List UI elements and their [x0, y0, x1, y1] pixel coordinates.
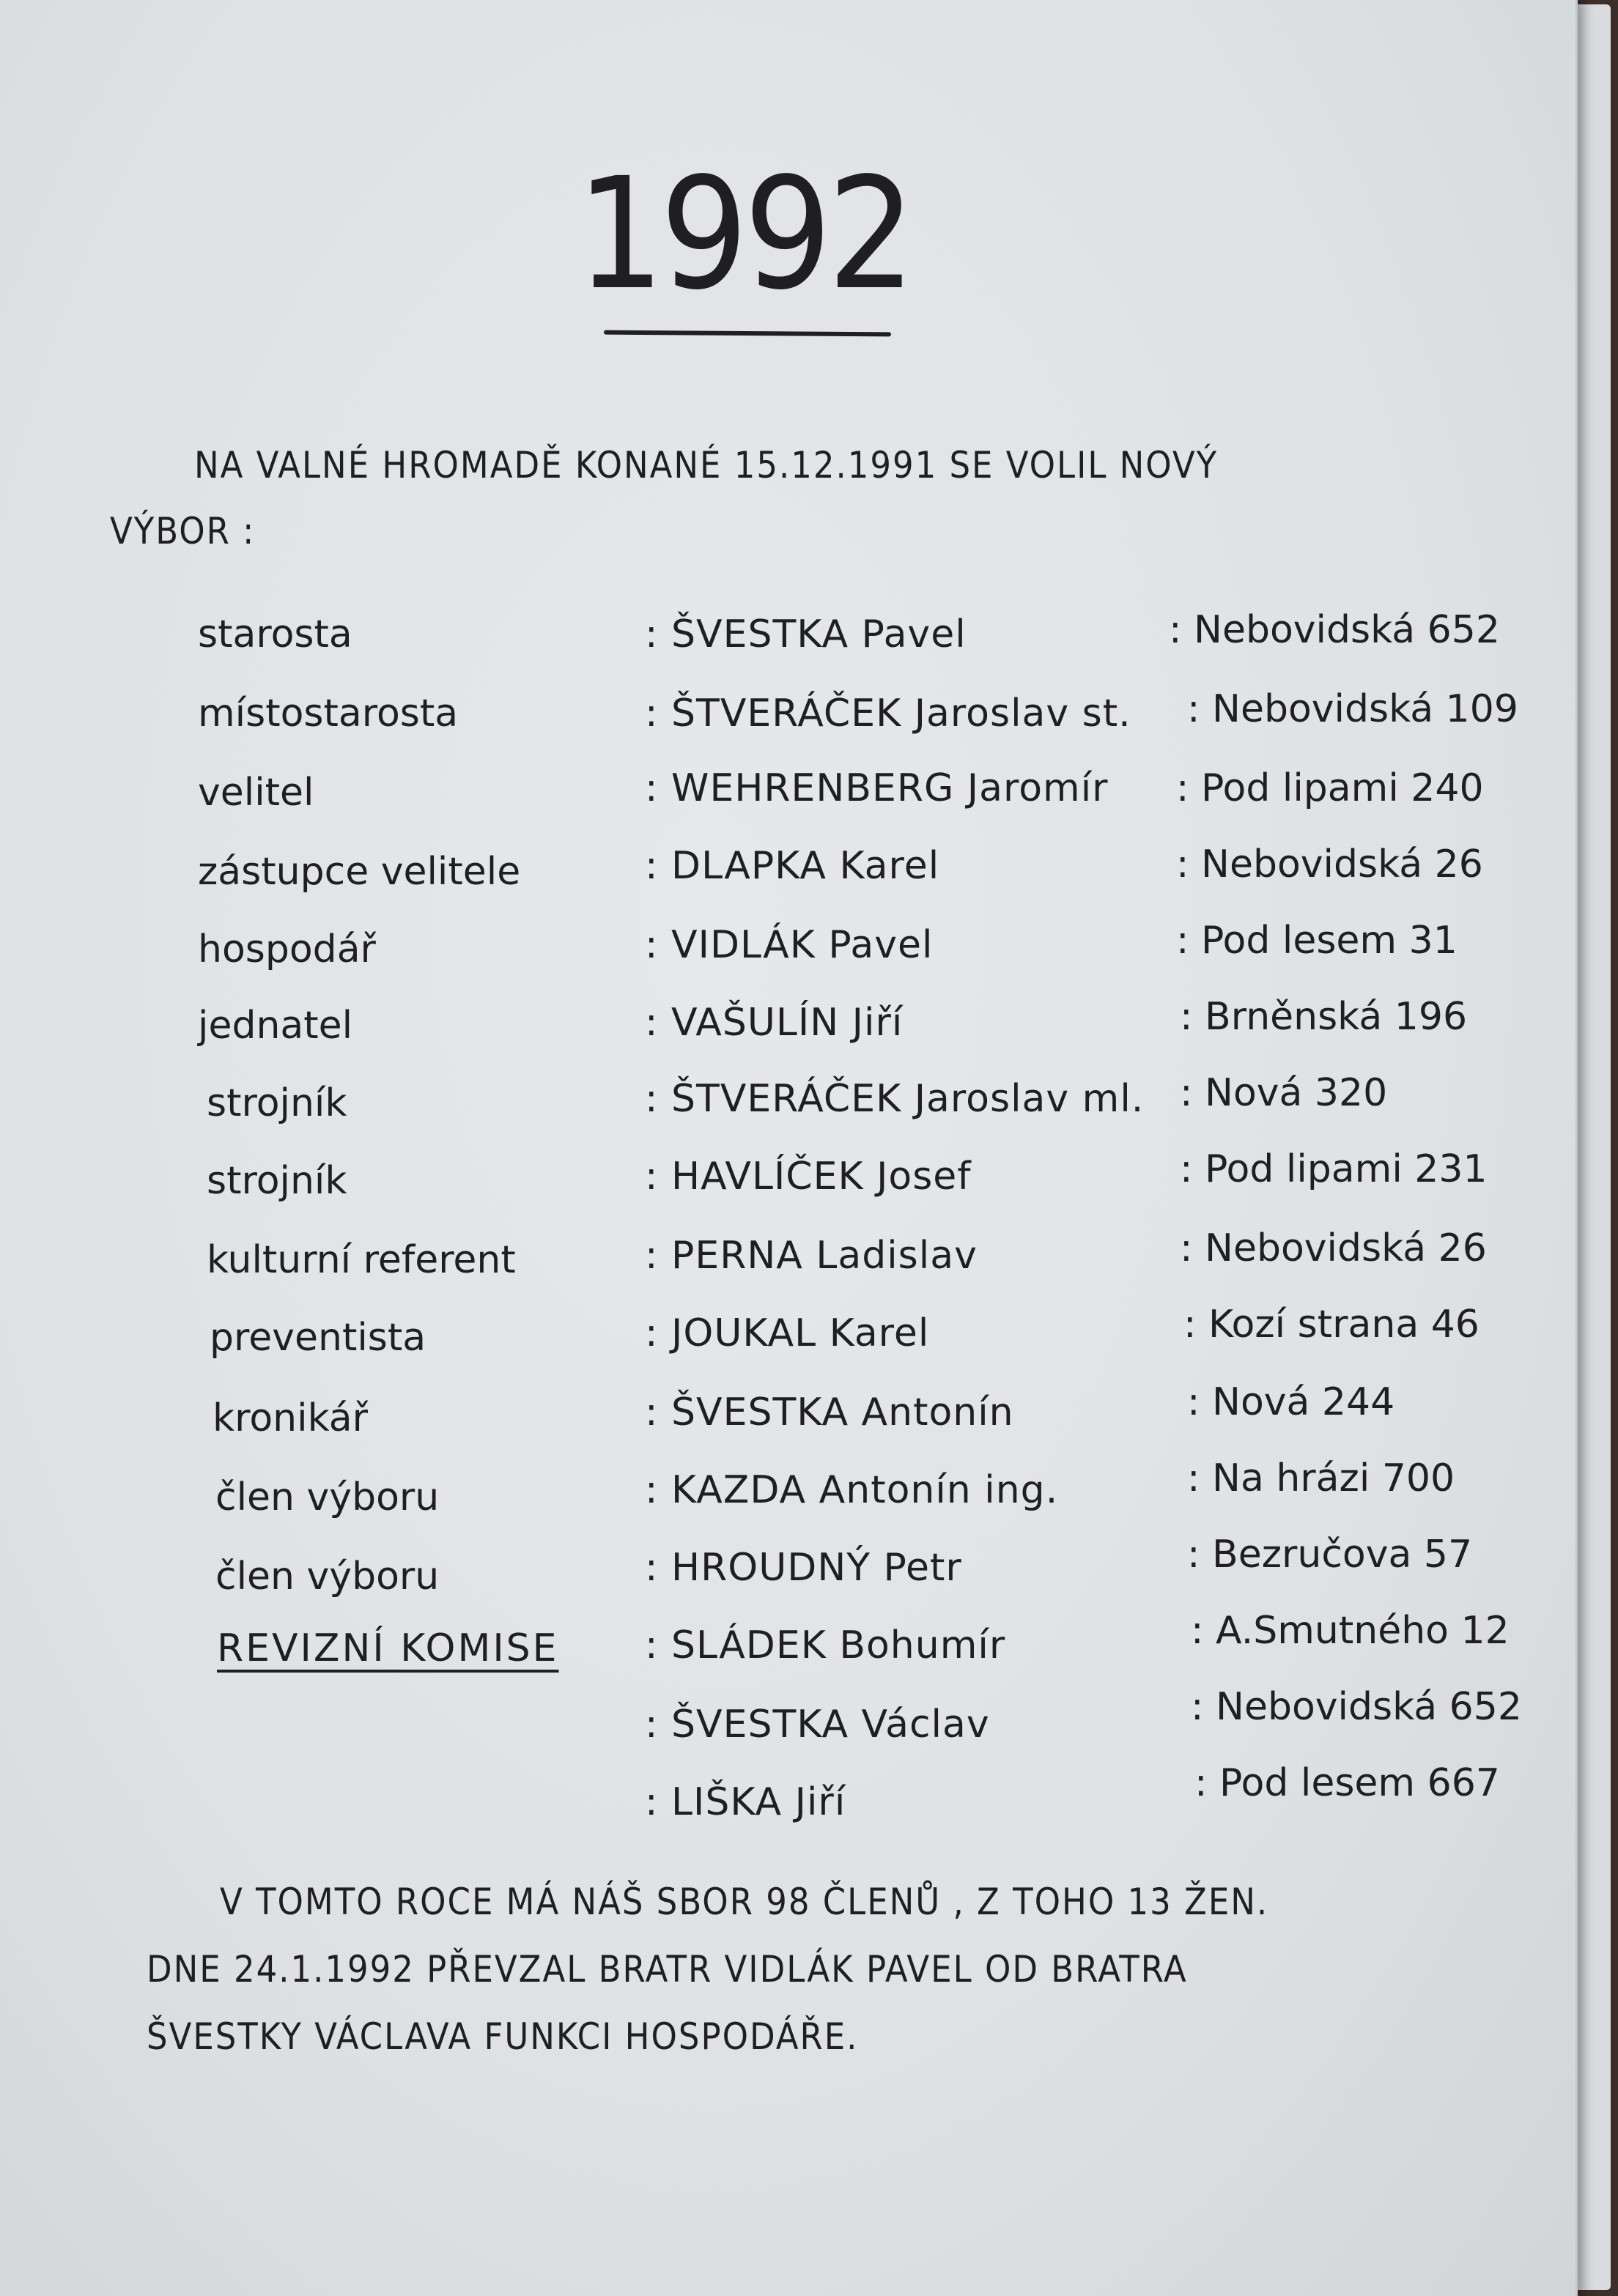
closing-paragraph	[147, 1868, 1466, 2070]
member-address: : Nebovidská 26	[1180, 1226, 1487, 1270]
role-label: člen výboru	[215, 1555, 440, 1599]
member-name: : HROUDNÝ Petr	[645, 1546, 962, 1590]
member-name: : WEHRENBERG Jaromír	[645, 766, 1109, 810]
role-label: zástupce velitele	[198, 850, 521, 894]
member-name: : DLAPKA Karel	[645, 844, 940, 888]
year-underline	[604, 330, 891, 337]
member-address: : Nebovidská 109	[1187, 687, 1518, 731]
revision-commission-label: REVIZNÍ KOMISE	[217, 1626, 559, 1670]
role-label: strojník	[207, 1159, 347, 1203]
intro-line-2: VÝBOR :	[110, 510, 256, 552]
intro-paragraph	[110, 432, 1429, 564]
intro-line-1: NA VALNÉ HROMADĚ KONANÉ 15.12.1991 SE VOLIL NOVÝ	[194, 444, 1219, 486]
member-address: : Kozí strana 46	[1183, 1303, 1480, 1347]
member-address: : Nebovidská 652	[1191, 1685, 1522, 1729]
member-name: : LIŠKA Jiří	[645, 1780, 846, 1824]
role-label: strojník	[207, 1081, 347, 1125]
role-label: člen výboru	[215, 1475, 440, 1519]
role-label: jednatel	[198, 1004, 353, 1048]
closing-line-2: DNE 24.1.1992 PŘEVZAL BRATR VIDLÁK PAVEL OD BRATRA	[147, 1948, 1188, 1991]
member-address: : Pod lesem 667	[1194, 1761, 1500, 1805]
member-name: : ŠTVERÁČEK Jaroslav st.	[645, 692, 1131, 736]
role-label: preventista	[210, 1316, 426, 1360]
member-address: : Nebovidská 652	[1169, 608, 1500, 652]
member-name: : PERNA Ladislav	[645, 1234, 978, 1278]
member-name: : ŠVESTKA Antonín	[645, 1390, 1014, 1434]
page-year-heading: 1992	[576, 144, 912, 324]
member-address: : Nebovidská 26	[1176, 843, 1483, 886]
member-name: : VAŠULÍN Jiří	[645, 1001, 904, 1045]
closing-line-3: ŠVESTKY VÁCLAVA FUNKCI HOSPODÁŘE.	[147, 2015, 859, 2058]
member-address: : Brněnská 196	[1180, 995, 1468, 1039]
member-address: : Nová 320	[1180, 1071, 1388, 1115]
member-address: : Pod lipami 240	[1176, 766, 1484, 810]
closing-line-1: V TOMTO ROCE MÁ NÁŠ SBOR 98 ČLENŮ , Z TOHO 13 ŽEN.	[220, 1881, 1269, 1923]
role-label: velitel	[198, 771, 314, 815]
role-label: starosta	[198, 612, 352, 656]
member-name: : HAVLÍČEK Josef	[645, 1155, 972, 1199]
member-name: : ŠVESTKA Pavel	[645, 612, 967, 656]
role-label: kronikář	[213, 1396, 369, 1440]
member-name: : VIDLÁK Pavel	[645, 923, 934, 967]
member-name: : ŠTVERÁČEK Jaroslav ml.	[645, 1077, 1145, 1121]
member-address: : Pod lipami 231	[1180, 1147, 1488, 1191]
role-label: místostarosta	[198, 692, 459, 736]
role-label: hospodář	[198, 927, 376, 971]
member-name: : ŠVESTKA Václav	[645, 1703, 990, 1747]
role-label: kulturní referent	[207, 1238, 516, 1282]
member-name: : JOUKAL Karel	[645, 1311, 930, 1355]
member-address: : Bezručova 57	[1187, 1533, 1473, 1577]
member-address: : Nová 244	[1187, 1380, 1395, 1424]
member-name: : SLÁDEK Bohumír	[645, 1623, 1006, 1667]
member-address: : Pod lesem 31	[1176, 919, 1458, 963]
member-name: : KAZDA Antonín ing.	[645, 1468, 1059, 1512]
member-address: : Na hrázi 700	[1187, 1456, 1455, 1500]
member-address: : A.Smutného 12	[1191, 1609, 1510, 1653]
